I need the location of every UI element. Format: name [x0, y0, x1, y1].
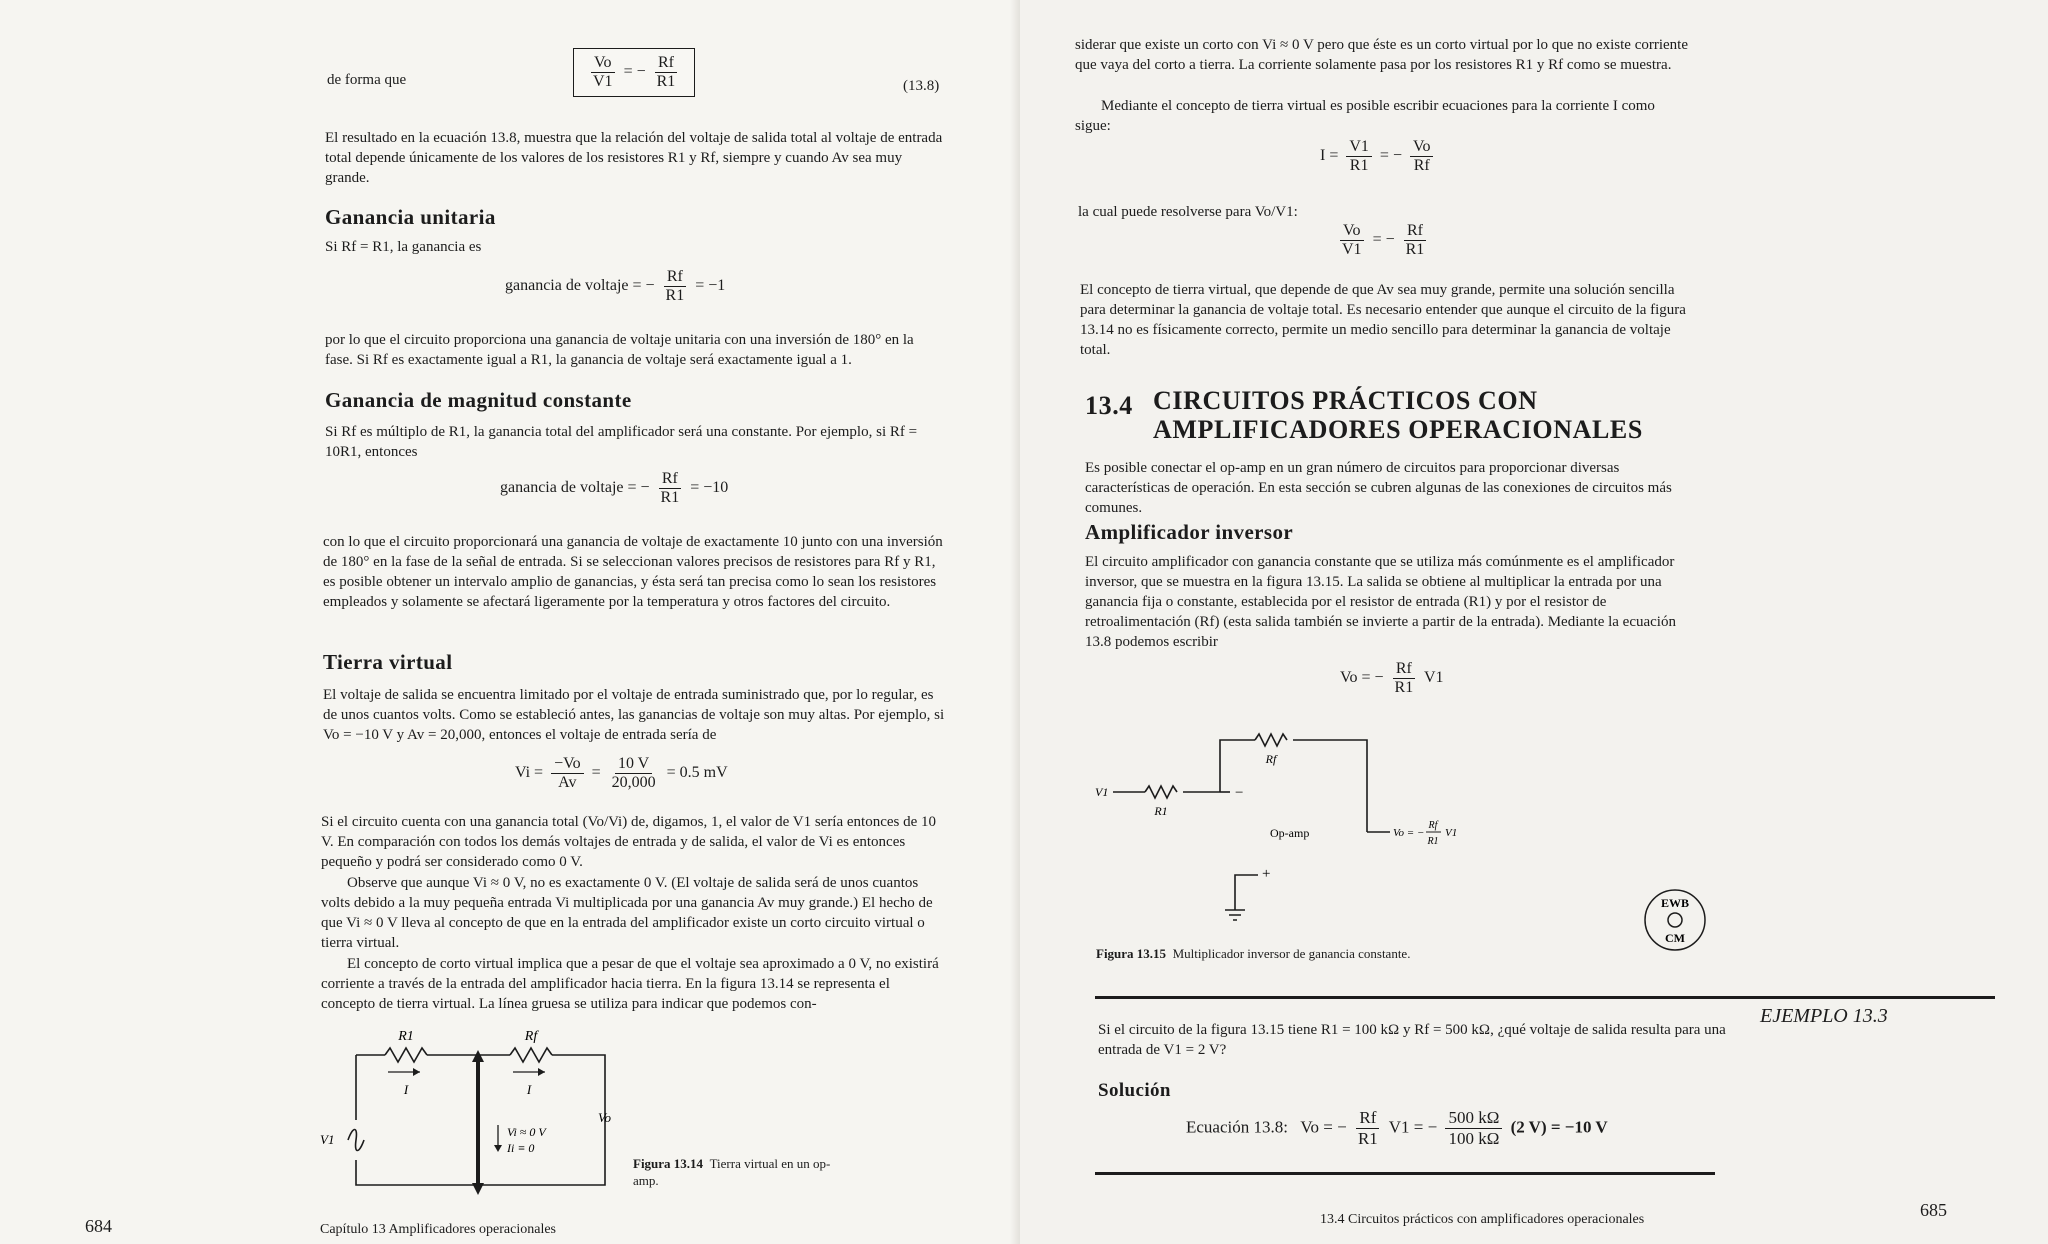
eq-lhs: ganancia de voltaje = − — [505, 277, 655, 295]
section-heading: Tierra virtual — [323, 650, 453, 674]
eq-operator: = — [591, 764, 601, 782]
label-vi: Vi ≈ 0 V — [507, 1125, 546, 1139]
eq-numerator: Vo — [591, 54, 615, 73]
equation-unit-gain — [505, 268, 725, 305]
eq-lhs: I = — [1320, 147, 1339, 165]
paragraph: con lo que el circuito proporcionará una ganancia de voltaje de exactamente 10 junto con una inversión de 180° en la fase de la señal de entrada. Si se seleccionan valores precisos de resistores para Rf y R1, es posible obtener un intervalo amplio de ganancias, y ésta será tan precisa como lo sean los resistores empleados y solamente se afectará ligeramente por la temperatura y otros factores del circuito. — [323, 534, 943, 610]
paragraph: El concepto de corto virtual implica que a pesar de que el voltaje sea aproximado a 0 V, no existirá corriente a través de la entrada del amplificador hacia tierra. En la figura 13.14 se representa el concepto de tierra virtual. La línea gruesa se utiliza para indicar que podemos con- — [321, 956, 939, 1012]
ground-symbol — [1225, 910, 1245, 920]
equation-inverting — [1340, 660, 1444, 697]
eq-numerator: Rf — [1356, 1108, 1379, 1129]
eq-rhs: = 0.5 mV — [666, 764, 728, 782]
ac-source — [348, 1130, 364, 1151]
eq-operator: = − — [1379, 147, 1402, 165]
right-page — [1020, 0, 2048, 1244]
paragraph: Es posible conectar el op-amp en un gran número de circuitos para proporcionar diversas características de operación. En esta sección se cubren algunas de las conexiones de circuitos más comunes. — [1085, 460, 1672, 516]
ewb-cd-badge-icon — [1640, 885, 1710, 955]
wire — [356, 1130, 605, 1185]
eq-denominator: Av — [558, 774, 577, 791]
resistor-r1 — [1145, 786, 1177, 798]
running-footer: Capítulo 13 Amplificadores operacionales — [320, 1222, 556, 1237]
eq-denominator: R1 — [1405, 241, 1425, 258]
label-output-rhs: V1 — [1445, 827, 1458, 839]
eq-lhs: Vo = − — [1340, 669, 1384, 687]
page-number: 684 — [85, 1216, 112, 1236]
eq-denominator: R1 — [1349, 157, 1369, 174]
eq-numerator: 10 V — [615, 755, 652, 774]
section-title: AMPLIFICADORES OPERACIONALES — [1153, 415, 1643, 444]
section-number: 13.4 — [1085, 391, 1133, 420]
left-page — [0, 0, 1020, 1244]
example-top-rule — [1095, 996, 1995, 999]
figure-label: Figura 13.14 — [633, 1156, 704, 1171]
page-number: 685 — [1920, 1200, 1947, 1220]
paragraph: Si Rf = R1, la ganancia es — [325, 239, 482, 255]
paragraph: por lo que el circuito proporciona una ganancia de voltaje unitaria con una inversión de 180° en la fase. Si Rf es exactamente igual a R1, la ganancia de voltaje será exactamente igual a 1. — [325, 332, 914, 368]
eq-denominator: R1 — [665, 287, 685, 304]
badge-hole — [1668, 913, 1682, 927]
figure-label: Figura 13.15 — [1096, 946, 1167, 961]
eq-operator: = − — [1372, 231, 1395, 249]
paragraph: siderar que existe un corto con Vi ≈ 0 V pero que éste es un corto virtual por lo que no existe corriente que vaya del corto a tierra. La corriente solamente pasa por los resistores R1 y Rf como se muestra. — [1075, 37, 1688, 73]
eq-rhs: V1 — [1423, 669, 1444, 687]
running-footer: 13.4 Circuitos prácticos con amplificadores operacionales — [1320, 1212, 1645, 1227]
eq-numerator: Rf — [659, 470, 681, 489]
paragraph: El concepto de tierra virtual, que depende de que Av sea muy grande, permite una solución sencilla para determinar la ganancia de voltaje total. Es necesario entender que aunque el circuito de la figura 13.14 no es físicamente correcto, permite un medio sencillo para determinar la ganancia de voltaje total. — [1080, 282, 1686, 358]
solution-heading: Solución — [1098, 1080, 1171, 1101]
eq-numerator: Rf — [1393, 660, 1415, 679]
paragraph-lead: de forma que — [327, 72, 407, 88]
eq-denominator: R1 — [1357, 1129, 1378, 1148]
label-rf: Rf — [524, 1029, 538, 1044]
section-title: CIRCUITOS PRÁCTICOS CON — [1153, 386, 1538, 415]
eq-denominator: Rf — [1413, 157, 1430, 174]
eq-lhs: ganancia de voltaje = − — [500, 479, 650, 497]
eq-denominator: V1 — [1342, 241, 1362, 258]
eq-rhs: = −10 — [690, 479, 729, 497]
label-output-lhs: Vo = − — [1393, 827, 1425, 839]
equation-13-8 — [573, 48, 695, 97]
paragraph: El resultado en la ecuación 13.8, muestra que la relación del voltaje de salida total al voltaje de entrada total depende únicamente de los valores de los resistores R1 y Rf, siempre y cuando Av sea muy grande. — [325, 130, 943, 186]
eq-denominator: 100 kΩ — [1448, 1129, 1500, 1148]
label-r1: R1 — [1154, 804, 1168, 818]
eq-numerator: V1 — [1346, 138, 1372, 157]
equation-current — [1320, 138, 1437, 175]
equation-gain-ratio — [1335, 222, 1431, 259]
equation-const-gain — [500, 470, 728, 507]
figure-13-14-diagram — [310, 1020, 630, 1205]
eq-middle: V1 = − — [1388, 1117, 1438, 1137]
eq-numerator: Rf — [655, 54, 677, 73]
arrowhead — [494, 1145, 502, 1152]
resistor-r1 — [385, 1048, 427, 1062]
label-current-i: I — [526, 1082, 532, 1097]
example-label: EJEMPLO 13.3 — [1760, 1005, 1888, 1027]
eq-rhs: = −1 — [695, 277, 726, 295]
equation-number: (13.8) — [903, 78, 940, 94]
label-inverting-input: − — [1235, 785, 1244, 801]
eq-lead: Ecuación 13.8: — [1186, 1117, 1288, 1137]
eq-lhs: Vi = — [515, 764, 544, 782]
figure-caption-text: Multiplicador inversor de ganancia constante. — [1172, 946, 1411, 961]
label-r1: R1 — [398, 1029, 414, 1044]
eq-numerator: Vo — [1410, 138, 1434, 157]
eq-operator: = − — [623, 63, 646, 81]
eq-numerator: 500 kΩ — [1445, 1108, 1502, 1129]
label-opamp: Op-amp — [1270, 826, 1310, 840]
label-rf: Rf — [1265, 752, 1277, 766]
figure-13-15-diagram — [1085, 725, 1485, 940]
eq-denominator: R1 — [1394, 679, 1414, 696]
label-ii: Ii ≡ 0 — [507, 1141, 535, 1155]
paragraph: El voltaje de salida se encuentra limitado por el voltaje de entrada suministrado que, por lo regular, es de unos cuantos volts. Como se estableció antes, las ganancias de voltaje son muy altas. Por ejemplo, si Vo = −10 V y Av = 20,000, entonces el voltaje de entrada sería de — [323, 687, 945, 743]
label-output-voltage: Vo — [598, 1110, 611, 1125]
paragraph: Observe que aunque Vi ≈ 0 V, no es exactamente 0 V. (El voltaje de salida será de unos cuantos volts debido a la muy pequeña entrada Vi multiplicada por una ganancia Av muy grande.) El hecho de que Vi ≈ 0 V lleva al concepto de que en la entrada del amplificador existe un corto circuito virtual o tierra virtual. — [321, 875, 933, 951]
example-bottom-rule — [1095, 1172, 1715, 1175]
label-noninverting-input: + — [1262, 866, 1271, 882]
eq-numerator: Rf — [664, 268, 686, 287]
paragraph: El circuito amplificador con ganancia constante que se utiliza más comúnmente es el amplificador inversor, que se muestra en la figura 13.15. La salida se obtiene al multiplicar la entrada por una ganancia fija o constante, establecida por el resistor de entrada (R1) y por el resistor de retroalimentación (Rf) (esta salida también se invierte a partir de la entrada). Mediante la ecuación 13.8 podemos escribir — [1085, 554, 1676, 650]
label-input-voltage: V1 — [1095, 785, 1109, 799]
eq-denominator: V1 — [593, 73, 613, 90]
equation-virtual-ground — [515, 755, 728, 792]
label-current-i: I — [403, 1082, 409, 1097]
eq-numerator: Vo — [1340, 222, 1364, 241]
eq-denominator: 20,000 — [611, 774, 656, 791]
section-heading: Ganancia unitaria — [325, 205, 496, 229]
paragraph: la cual puede resolverse para Vo/V1: — [1078, 204, 1298, 220]
eq-result: (2 V) = −10 V — [1510, 1117, 1608, 1137]
figure-caption-text: Tierra virtual en un op-amp. — [633, 1156, 831, 1188]
section-heading: Ganancia de magnitud constante — [325, 388, 632, 412]
figure-caption — [1096, 945, 1410, 962]
wire — [1293, 740, 1367, 832]
badge-text-top: EWB — [1660, 896, 1690, 910]
figure-caption — [633, 1155, 843, 1189]
paragraph: Si Rf es múltiplo de R1, la ganancia total del amplificador será una constante. Por ejemplo, si Rf = 10R1, entonces — [325, 424, 918, 460]
label-input-voltage: V1 — [320, 1132, 335, 1147]
wire — [1235, 875, 1258, 910]
eq-denominator: R1 — [656, 73, 676, 90]
label-output-numerator: Rf — [1428, 820, 1438, 831]
section-heading: Amplificador inversor — [1085, 520, 1294, 544]
resistor-rf — [1255, 734, 1287, 746]
paragraph: Si el circuito de la figura 13.15 tiene R1 = 100 kΩ y Rf = 500 kΩ, ¿qué voltaje de salida resulta para una entrada de V1 = 2 V? — [1098, 1022, 1726, 1058]
equation-solution — [1186, 1108, 1608, 1149]
eq-numerator: Rf — [1404, 222, 1426, 241]
paragraph: Si el circuito cuenta con una ganancia total (Vo/Vi) de, digamos, 1, el valor de V1 sería entonces de 10 V. En comparación con todos los demás voltajes de entrada y de salida, el valor de Vi es entonces pequeño y podrá ser considerado como 0 V. — [321, 814, 937, 870]
label-output-denominator: R1 — [1427, 836, 1439, 847]
eq-denominator: R1 — [660, 489, 680, 506]
eq-lhs: Vo = − — [1300, 1117, 1347, 1137]
eq-numerator: −Vo — [551, 755, 584, 774]
paragraph: Mediante el concepto de tierra virtual es posible escribir ecuaciones para la corriente I como sigue: — [1075, 98, 1655, 134]
badge-text-bottom: CM — [1665, 931, 1685, 945]
resistor-rf — [510, 1048, 552, 1062]
